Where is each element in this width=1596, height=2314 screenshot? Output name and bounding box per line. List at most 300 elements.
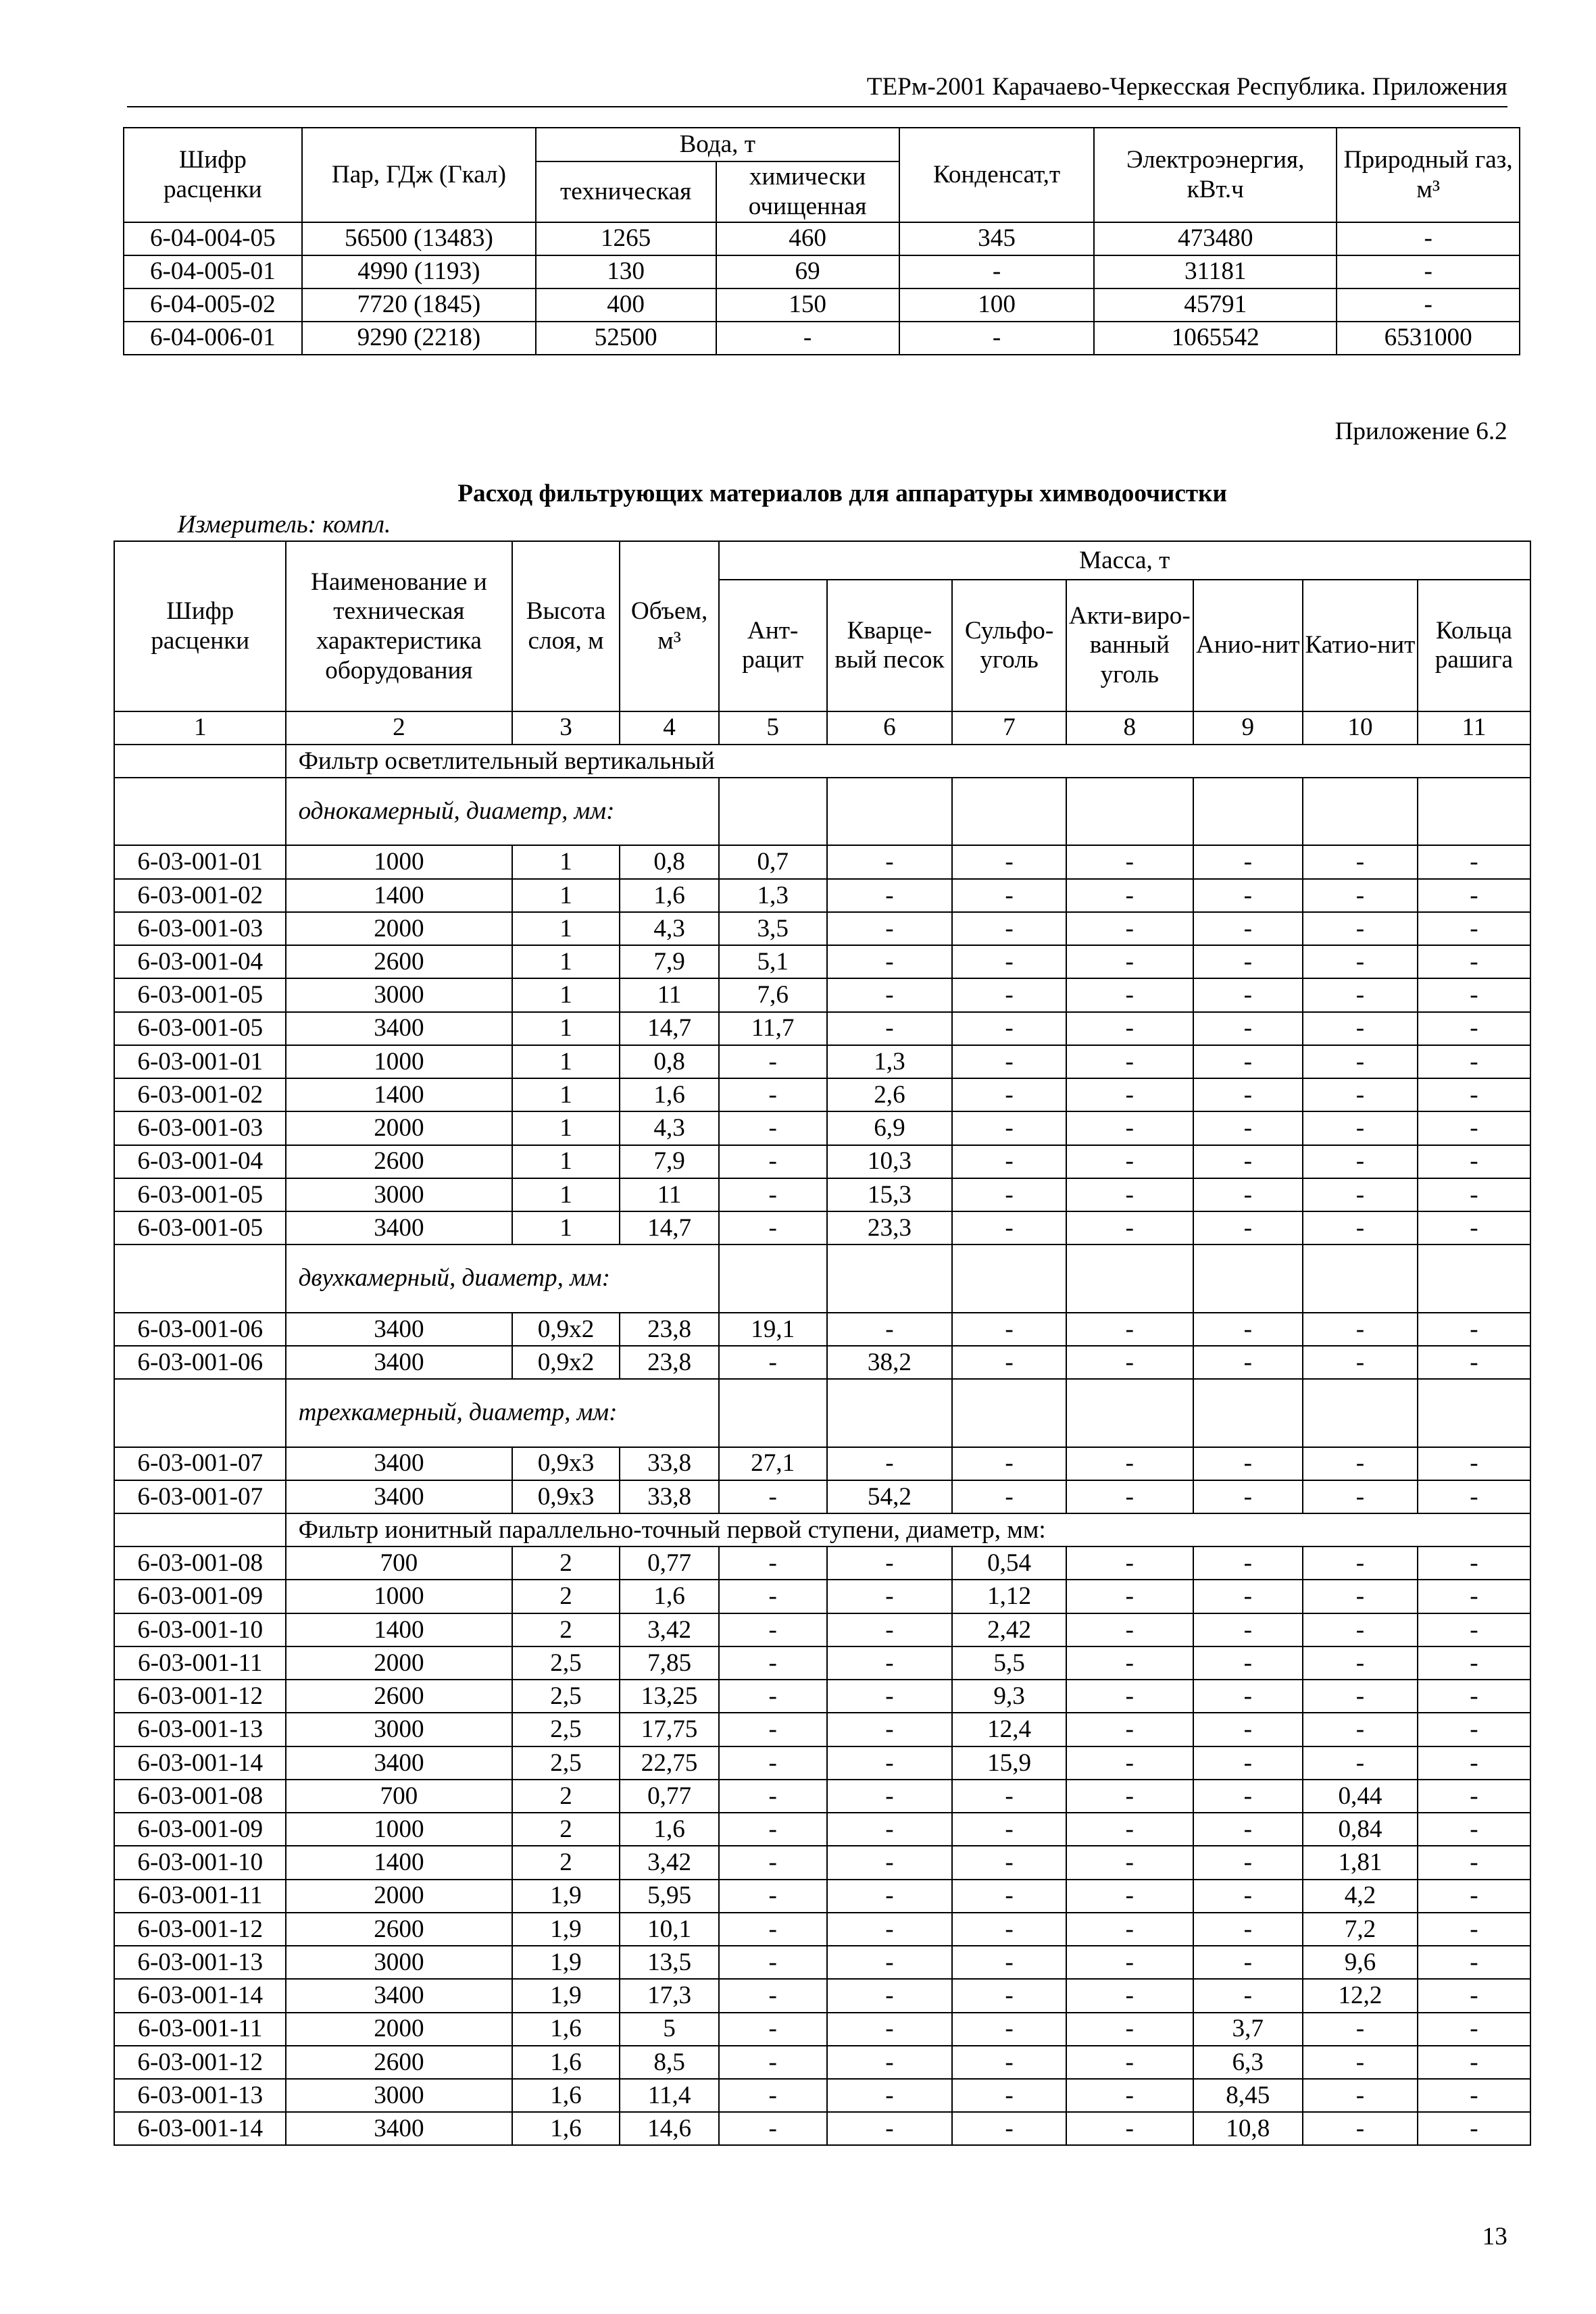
table-cell: -	[1066, 1780, 1193, 1813]
table-cell: 15,3	[827, 1178, 953, 1211]
table-cell: 2600	[286, 945, 512, 978]
table-cell: -	[1418, 1313, 1530, 1346]
table-cell: -	[952, 1045, 1066, 1078]
table-cell: 17,75	[620, 1713, 719, 1746]
table-row	[114, 1211, 1530, 1244]
table-row	[114, 2046, 1530, 2079]
table-cell: 2,5	[512, 1680, 620, 1713]
table-cell: 9290 (2218)	[302, 322, 536, 355]
table-cell: -	[952, 1012, 1066, 1045]
table-cell: -	[1337, 288, 1520, 322]
table-cell: 2000	[286, 1111, 512, 1145]
table-cell: 3000	[286, 978, 512, 1011]
table-cell: -	[716, 322, 899, 355]
table-cell: 6-03-001-10	[114, 1613, 286, 1646]
t1-header-electricity: Электроэнергия, кВт.ч	[1094, 128, 1337, 222]
table-cell: -	[1418, 1078, 1530, 1111]
empty-cell	[114, 1379, 286, 1447]
table-row	[114, 912, 1530, 945]
t1-header-water: Вода, т	[536, 128, 899, 161]
table-cell: 1065542	[1094, 322, 1337, 355]
table-cell: -	[1193, 1546, 1303, 1580]
table-cell: -	[719, 2046, 827, 2079]
table-cell: 6-03-001-13	[114, 1946, 286, 1979]
table-cell: -	[1418, 1580, 1530, 1613]
table-row	[114, 978, 1530, 1011]
table-row	[114, 1078, 1530, 1111]
table-cell: -	[1303, 2112, 1418, 2145]
t2-header-quartz: Кварце-вый песок	[827, 580, 953, 711]
t2-header-anionite: Анио-нит	[1193, 580, 1303, 711]
table-cell: -	[1066, 1946, 1193, 1979]
table-cell: 6-03-001-11	[114, 1880, 286, 1913]
empty-cell	[1303, 1244, 1418, 1312]
table-cell: -	[719, 1946, 827, 1979]
table-cell: 1,3	[719, 879, 827, 912]
table-cell: 130	[536, 255, 716, 288]
table-cell: 1,6	[620, 1580, 719, 1613]
table-cell: 460	[716, 222, 899, 255]
table-cell: -	[827, 1447, 953, 1480]
table-row	[114, 1780, 1530, 1813]
table-cell: 6-03-001-08	[114, 1780, 286, 1813]
table-cell: -	[1066, 879, 1193, 912]
page-number: 13	[1482, 2223, 1507, 2251]
table-cell: 0,9x3	[512, 1447, 620, 1480]
table-cell: -	[827, 912, 953, 945]
table-cell: 6-03-001-06	[114, 1313, 286, 1346]
table-row	[114, 845, 1530, 878]
table-cell: 1000	[286, 1813, 512, 1846]
table-cell: 6-03-001-10	[114, 1846, 286, 1879]
table-cell: 19,1	[719, 1313, 827, 1346]
t2-header-code: Шифр расценки	[114, 541, 286, 711]
table-cell: 6-03-001-11	[114, 2013, 286, 2046]
table-cell: 5,95	[620, 1880, 719, 1913]
table-cell: 6-03-001-05	[114, 1012, 286, 1045]
table-cell: 9,3	[952, 1680, 1066, 1713]
table-row	[114, 1580, 1530, 1613]
table-cell: -	[1066, 1178, 1193, 1211]
table-cell: -	[952, 1211, 1066, 1244]
table-cell: -	[827, 1012, 953, 1045]
table-cell: 38,2	[827, 1346, 953, 1379]
table-cell: -	[1066, 1045, 1193, 1078]
table-cell: 1,6	[512, 2079, 620, 2112]
table-cell: -	[952, 1447, 1066, 1480]
table-cell: -	[1303, 1580, 1418, 1613]
table-cell: 8,45	[1193, 2079, 1303, 2112]
table-cell: 7,9	[620, 1145, 719, 1178]
table-cell: -	[1418, 912, 1530, 945]
table-cell: 1	[512, 1145, 620, 1178]
table-cell: 1	[512, 845, 620, 878]
column-number: 4	[620, 711, 719, 745]
table-cell: -	[719, 1045, 827, 1078]
table-cell: -	[719, 1680, 827, 1713]
table-cell: 12,4	[952, 1713, 1066, 1746]
table-cell: -	[1066, 945, 1193, 978]
table-cell: -	[1066, 1713, 1193, 1746]
table-row	[114, 1145, 1530, 1178]
table-cell: -	[1193, 1211, 1303, 1244]
table-cell: 6,3	[1193, 2046, 1303, 2079]
table-cell: 6-03-001-11	[114, 1646, 286, 1680]
subgroup-row	[114, 1244, 1530, 1312]
table-cell: 100	[899, 288, 1095, 322]
table-cell: -	[1303, 1713, 1418, 1746]
table-cell: -	[1303, 912, 1418, 945]
table-cell: -	[1303, 1012, 1418, 1045]
table-cell: -	[1066, 1580, 1193, 1613]
t1-header-code: Шифр расценки	[124, 128, 303, 222]
table-cell: 3,7	[1193, 2013, 1303, 2046]
table-row	[114, 1646, 1530, 1680]
table-cell: 6-03-001-07	[114, 1480, 286, 1513]
table-cell: -	[1418, 1480, 1530, 1513]
table-cell: -	[952, 2112, 1066, 2145]
t2-header-activated: Акти-виро-ванный уголь	[1066, 580, 1193, 711]
table-cell: 6-03-001-05	[114, 978, 286, 1011]
table-cell: -	[719, 1713, 827, 1746]
table-cell: -	[1337, 255, 1520, 288]
table-cell: 0,54	[952, 1546, 1066, 1580]
table-cell: -	[1066, 1211, 1193, 1244]
column-number: 10	[1303, 711, 1418, 745]
table-cell: 2600	[286, 2046, 512, 2079]
table-cell: -	[1066, 1813, 1193, 1846]
table-cell: -	[1418, 1913, 1530, 1946]
table-cell: 52500	[536, 322, 716, 355]
table-cell: 6-03-001-14	[114, 2112, 286, 2145]
table-cell: 4,2	[1303, 1880, 1418, 1913]
table-cell: 3400	[286, 1313, 512, 1346]
table-cell: 6-03-001-05	[114, 1178, 286, 1211]
table-cell: -	[1418, 1045, 1530, 1078]
table-row	[124, 322, 1520, 355]
table-cell: -	[1066, 2079, 1193, 2112]
table-cell: -	[1193, 1946, 1303, 1979]
table-cell: -	[1418, 1646, 1530, 1680]
table-cell: -	[1418, 1813, 1530, 1846]
table-cell: 7,2	[1303, 1913, 1418, 1946]
table-cell: 6-03-001-07	[114, 1447, 286, 1480]
table-cell: -	[952, 1145, 1066, 1178]
table-cell: 1	[512, 1012, 620, 1045]
t2-header-sulfo: Сульфо-уголь	[952, 580, 1066, 711]
table-cell: 6-03-001-01	[114, 1045, 286, 1078]
table-cell: -	[827, 1979, 953, 2012]
table-cell: 2	[512, 1580, 620, 1613]
table-cell: 69	[716, 255, 899, 288]
table-cell: -	[1066, 1480, 1193, 1513]
table-cell: 6-03-001-06	[114, 1346, 286, 1379]
table-cell: 3400	[286, 2112, 512, 2145]
table-cell: 5,5	[952, 1646, 1066, 1680]
table-cell: -	[1303, 978, 1418, 1011]
table-cell: -	[952, 2046, 1066, 2079]
empty-cell	[827, 1379, 953, 1447]
table-cell: -	[952, 1313, 1066, 1346]
table-cell: -	[827, 1813, 953, 1846]
table-cell: -	[827, 1780, 953, 1813]
table-cell: -	[1193, 1045, 1303, 1078]
table-cell: -	[952, 1846, 1066, 1879]
table-cell: 7,9	[620, 945, 719, 978]
table-cell: -	[1066, 1846, 1193, 1879]
table-cell: 3,42	[620, 1846, 719, 1879]
table-cell: 1,6	[620, 1078, 719, 1111]
table-cell: -	[719, 1078, 827, 1111]
table-row	[114, 1880, 1530, 1913]
table-cell: -	[899, 255, 1095, 288]
table-cell: -	[1418, 1979, 1530, 2012]
table-row	[114, 1480, 1530, 1513]
table-cell: -	[1066, 1145, 1193, 1178]
table-cell: -	[719, 1211, 827, 1244]
table-cell: -	[1066, 2046, 1193, 2079]
table-row	[114, 1546, 1530, 1580]
table-cell: -	[719, 1646, 827, 1680]
table-cell: -	[719, 1813, 827, 1846]
table-cell: 0,77	[620, 1546, 719, 1580]
table-cell: -	[1303, 1313, 1418, 1346]
table-row	[114, 1946, 1530, 1979]
table-cell: 22,75	[620, 1746, 719, 1780]
table-cell: -	[1193, 1780, 1303, 1813]
table-cell: -	[1193, 1145, 1303, 1178]
table-cell: 2000	[286, 1880, 512, 1913]
table-cell: 33,8	[620, 1480, 719, 1513]
table-row	[114, 1613, 1530, 1646]
empty-cell	[114, 1244, 286, 1312]
table-row	[114, 2112, 1530, 2145]
table-cell: 2,6	[827, 1078, 953, 1111]
empty-cell	[1418, 1244, 1530, 1312]
table-cell: -	[1418, 2046, 1530, 2079]
table-cell: -	[827, 879, 953, 912]
appendix-label: Приложение 6.2	[1335, 417, 1507, 445]
table-cell: -	[827, 2046, 953, 2079]
table-cell: 6-03-001-03	[114, 1111, 286, 1145]
table-cell: -	[952, 1178, 1066, 1211]
table-cell: -	[1418, 1012, 1530, 1045]
column-number: 1	[114, 711, 286, 745]
table-cell: -	[1303, 1447, 1418, 1480]
table-cell: 1	[512, 1045, 620, 1078]
table-row	[114, 1680, 1530, 1713]
table-cell: 3,5	[719, 912, 827, 945]
table-cell: 400	[536, 288, 716, 322]
column-number: 9	[1193, 711, 1303, 745]
table-cell: -	[827, 2079, 953, 2112]
group-heading: Фильтр осветлительный вертикальный	[286, 745, 1530, 778]
table-cell: -	[719, 1480, 827, 1513]
table-cell: -	[719, 1846, 827, 1879]
measure-unit: Измеритель: компл.	[177, 510, 391, 538]
table-cell: -	[1193, 1846, 1303, 1879]
table-cell: 4,3	[620, 1111, 719, 1145]
table-cell: -	[1303, 1680, 1418, 1713]
table-cell: -	[1303, 2013, 1418, 2046]
table-cell: -	[1418, 879, 1530, 912]
table-row	[114, 1979, 1530, 2012]
table-cell: -	[719, 1111, 827, 1145]
table-cell: -	[827, 945, 953, 978]
table-cell: -	[1066, 1546, 1193, 1580]
table-cell: -	[1066, 1746, 1193, 1780]
table-cell: 45791	[1094, 288, 1337, 322]
table-row	[114, 1913, 1530, 1946]
table-cell: -	[827, 1946, 953, 1979]
table-cell: 6-03-001-05	[114, 1211, 286, 1244]
table-cell: -	[1066, 1078, 1193, 1111]
table-cell: 1	[512, 1078, 620, 1111]
empty-cell	[1418, 1379, 1530, 1447]
table-cell: -	[1418, 1111, 1530, 1145]
table-cell: 1400	[286, 879, 512, 912]
table-cell: 1,81	[1303, 1846, 1418, 1879]
table-cell: -	[827, 2013, 953, 2046]
table-cell: 3,42	[620, 1613, 719, 1646]
table-cell: -	[827, 845, 953, 878]
table-cell: 6-04-005-01	[124, 255, 303, 288]
table-cell: 6-03-001-13	[114, 2079, 286, 2112]
table-cell: 1	[512, 1178, 620, 1211]
table-cell: 2000	[286, 2013, 512, 2046]
table-cell: 5,1	[719, 945, 827, 978]
table-cell: -	[1418, 1713, 1530, 1746]
table-cell: 7720 (1845)	[302, 288, 536, 322]
table-cell: -	[952, 912, 1066, 945]
table-cell: 31181	[1094, 255, 1337, 288]
table-cell: 1,9	[512, 1946, 620, 1979]
table-cell: 3400	[286, 1480, 512, 1513]
table-cell: 3000	[286, 2079, 512, 2112]
empty-cell	[1066, 1379, 1193, 1447]
table-cell: -	[1303, 1145, 1418, 1178]
table-row	[124, 288, 1520, 322]
t2-header-name: Наименование и техническая характеристика оборудования	[286, 541, 512, 711]
table-cell: 1,3	[827, 1045, 953, 1078]
filter-materials-table	[114, 540, 1530, 2146]
empty-cell	[1418, 778, 1530, 845]
t1-header-water-chem: химически очищенная	[716, 161, 899, 222]
table-row	[124, 222, 1520, 255]
table-cell: -	[899, 322, 1095, 355]
table-cell: -	[1066, 2013, 1193, 2046]
table-row	[114, 1111, 1530, 1145]
subgroup-heading: однокамерный, диаметр, мм:	[286, 778, 719, 845]
table-cell: -	[1418, 1746, 1530, 1780]
table-cell: 7,6	[719, 978, 827, 1011]
table-cell: 11,7	[719, 1012, 827, 1045]
table-cell: 6-03-001-14	[114, 1746, 286, 1780]
table-cell: -	[1193, 978, 1303, 1011]
table-cell: 1,6	[512, 2013, 620, 2046]
table-cell: -	[1303, 1746, 1418, 1780]
table-cell: 473480	[1094, 222, 1337, 255]
t2-header-volume: Объем, м³	[620, 541, 719, 711]
table-cell: 14,7	[620, 1211, 719, 1244]
table-cell: -	[1193, 1012, 1303, 1045]
table-row	[114, 1045, 1530, 1078]
table-cell: 23,8	[620, 1313, 719, 1346]
table-cell: -	[1303, 1111, 1418, 1145]
table-cell: -	[719, 1580, 827, 1613]
table-cell: -	[1066, 1313, 1193, 1346]
table-cell: 2600	[286, 1913, 512, 1946]
table-cell: -	[952, 1913, 1066, 1946]
table-cell: 6-03-001-09	[114, 1580, 286, 1613]
table-cell: -	[1303, 2079, 1418, 2112]
table-row	[114, 879, 1530, 912]
table-cell: 0,7	[719, 845, 827, 878]
table-cell: -	[1066, 978, 1193, 1011]
table-cell: -	[1193, 1313, 1303, 1346]
table-cell: -	[1193, 1813, 1303, 1846]
table-cell: 6-03-001-12	[114, 1680, 286, 1713]
table-cell: 2000	[286, 912, 512, 945]
running-header: ТЕРм-2001 Карачаево-Черкесская Республика. Приложения	[127, 71, 1507, 107]
table-cell: -	[1303, 945, 1418, 978]
t1-header-water-tech: техническая	[536, 161, 716, 222]
t2-header-mass: Масса, т	[719, 541, 1530, 580]
table-cell: -	[1418, 2013, 1530, 2046]
table-row	[114, 1313, 1530, 1346]
table-cell: 2	[512, 1613, 620, 1646]
table-cell: 1,6	[620, 1813, 719, 1846]
table-cell: 23,8	[620, 1346, 719, 1379]
table-cell: -	[1193, 945, 1303, 978]
table-cell: -	[1418, 1145, 1530, 1178]
table-cell: 0,44	[1303, 1780, 1418, 1813]
table-cell: 2	[512, 1780, 620, 1813]
table-cell: -	[1193, 879, 1303, 912]
table-cell: -	[1193, 1613, 1303, 1646]
empty-cell	[1193, 778, 1303, 845]
table-cell: 7,85	[620, 1646, 719, 1680]
table-cell: 13,5	[620, 1946, 719, 1979]
table-cell: 10,8	[1193, 2112, 1303, 2145]
table-cell: -	[719, 1346, 827, 1379]
table-cell: -	[1066, 1680, 1193, 1713]
table-cell: -	[1193, 1111, 1303, 1145]
table-cell: -	[1303, 1346, 1418, 1379]
table-cell: -	[1418, 1880, 1530, 1913]
table-row	[114, 1447, 1530, 1480]
table-cell: 2000	[286, 1646, 512, 1680]
empty-cell	[1193, 1379, 1303, 1447]
group-heading: Фильтр ионитный параллельно-точный первой ступени, диаметр, мм:	[286, 1513, 1530, 1546]
empty-cell	[719, 1244, 827, 1312]
column-number: 2	[286, 711, 512, 745]
table1-header-row	[124, 128, 1520, 161]
table-cell: -	[952, 2079, 1066, 2112]
table-cell: -	[1418, 978, 1530, 1011]
table-cell: 6-03-001-01	[114, 845, 286, 878]
table-cell: -	[1418, 945, 1530, 978]
table-cell: -	[1418, 1447, 1530, 1480]
table-cell: 10,1	[620, 1913, 719, 1946]
table-cell: 0,8	[620, 1045, 719, 1078]
table-cell: 1	[512, 1111, 620, 1145]
table-cell: 11	[620, 978, 719, 1011]
table-cell: 3400	[286, 1979, 512, 2012]
table-cell: 4,3	[620, 912, 719, 945]
table-cell: 1,6	[512, 2112, 620, 2145]
table-cell: -	[719, 1913, 827, 1946]
